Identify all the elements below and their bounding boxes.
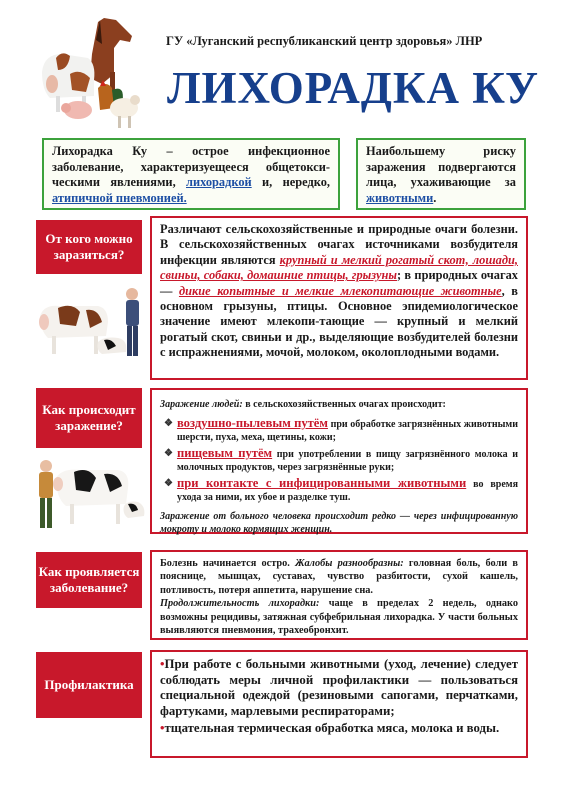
- milking-cow-illustration: [32, 454, 148, 536]
- animals-link[interactable]: животными: [366, 190, 434, 205]
- organization-name: ГУ «Луганский республиканский центр здоровья» ЛНР: [166, 34, 483, 48]
- cows-and-farmer-illustration: [38, 282, 148, 372]
- prevention-item: [160, 721, 518, 737]
- definition-text: Лихорадка Ку – острое инфекционное заболевание, характеризуещееся общетокси-ческими явлениями,: [52, 144, 330, 189]
- symptoms-complaints: головная боль, боли в пояснице, мышцах, суставах, чувство разбитости, сухой кашель, потливость, потеря аппетита, нарушение сна.: [160, 558, 518, 596]
- fever-duration-text: чаще в пределах 2 недель, однако возможны рецидивы, затяжная субфебрильная лихорадка. У части больных выявляются пневмония, трахеобронхит.: [160, 598, 518, 637]
- transmission-box: [150, 388, 528, 534]
- section-label-symptoms: Как проявляется заболевание?: [36, 552, 142, 608]
- symptoms-complaints-label: Жалобы разнообразны:: [295, 558, 404, 569]
- transmission-note: [160, 510, 518, 536]
- section-label-transmission: Как происходит заражение?: [36, 388, 142, 448]
- prevention-item-text: тщательная термическая обработка мяса, молока и воды.: [164, 721, 500, 736]
- route-airborne: [164, 417, 518, 444]
- natural-sources: дикие копытные и мелкие млекопитающие животные: [178, 283, 502, 298]
- prevention-box: [150, 650, 528, 758]
- infection-source-box: [150, 216, 528, 380]
- transmission-intro-italic: Заражение людей:: [160, 399, 243, 410]
- symptoms-onset: Болезнь начинается остро.: [160, 558, 296, 569]
- route-text: при употреблении в пищу загрязнённого молока и молочных продуктов, через загрязнённые руки;: [176, 449, 518, 473]
- infection-source-natural: ; в природных очагах —: [160, 268, 518, 298]
- diamond-bullet-icon: ❖: [164, 478, 173, 489]
- prevention-item: [160, 657, 518, 719]
- route-text: при обработке загрязнённых животными шерсти, пуха, меха, щетины, кожи;: [176, 419, 518, 443]
- risk-group-box: [356, 138, 526, 210]
- diamond-bullet-icon: ❖: [164, 448, 173, 459]
- risk-group-period: .: [433, 190, 437, 205]
- page-title: ЛИХОРАДКА КУ: [166, 63, 540, 113]
- route-food: [164, 447, 518, 474]
- route-name: при контакте с инфицированными животными: [176, 476, 467, 490]
- route-text: во время ухода за ними, их убое и разделке туш.: [176, 479, 518, 503]
- definition-text-mid: и, нередко,: [251, 175, 330, 189]
- symptoms-box: [150, 550, 528, 640]
- fever-duration-label: Продолжительность лихорадки:: [160, 598, 320, 610]
- definition-box: [42, 138, 340, 210]
- risk-group-text: Наибольшему риску заражения подвергаются лица, ухаживающие за: [366, 144, 516, 189]
- prevention-item-text: При работе с больными животными (уход, лечение) следует соблюдать меры личной профилактики — пользоваться специальной одеждой (резиновыми сапогами, перчатками, фартуками, марлевыми респираторами;: [160, 657, 518, 718]
- infection-source-rest: , в основном грызуны, птицы. Основное эпидемиологическое значение имеют млекопи-тающие — крупный и мелкий рогатый скот, свиньи и др., выделяющие возбудителей болезни с испражнениями, мочой, молоком, околоплодными водами.: [160, 283, 518, 360]
- transmission-intro-text: в сельскохозяйственных очагах происходит:: [242, 399, 446, 410]
- transmission-note-text: — через инфицированную мокроту и молоко кормящих женщин.: [160, 511, 518, 535]
- bullet-dot-icon: •: [160, 721, 165, 736]
- route-name: воздушно-пылевым путём: [176, 416, 328, 430]
- pneumonia-link[interactable]: атипичной пневмонией.: [52, 190, 187, 205]
- route-contact: [164, 477, 518, 504]
- route-name: пищевым путём: [176, 446, 273, 460]
- diamond-bullet-icon: ❖: [164, 418, 173, 429]
- section-label-prevention: Профилактика: [36, 652, 142, 718]
- infection-source-text: Различают сельскохозяйственные и природные очаги болезни. В сельскохозяйственных очагах источниками возбудителя инфекции являются: [160, 222, 518, 267]
- transmission-intro: [160, 398, 518, 411]
- farm-animals-illustration: [40, 14, 140, 132]
- fever-link[interactable]: лихорадкой: [186, 175, 252, 189]
- agricultural-sources: крупный и мелкий рогатый скот, лошади, свиньи, собаки, домашние птицы, грызуны: [160, 252, 518, 283]
- bullet-dot-icon: •: [160, 657, 165, 671]
- transmission-note-italic: Заражение от больного человека происходит редко: [160, 511, 396, 522]
- section-label-infection-source: От кого можно заразиться?: [36, 220, 142, 274]
